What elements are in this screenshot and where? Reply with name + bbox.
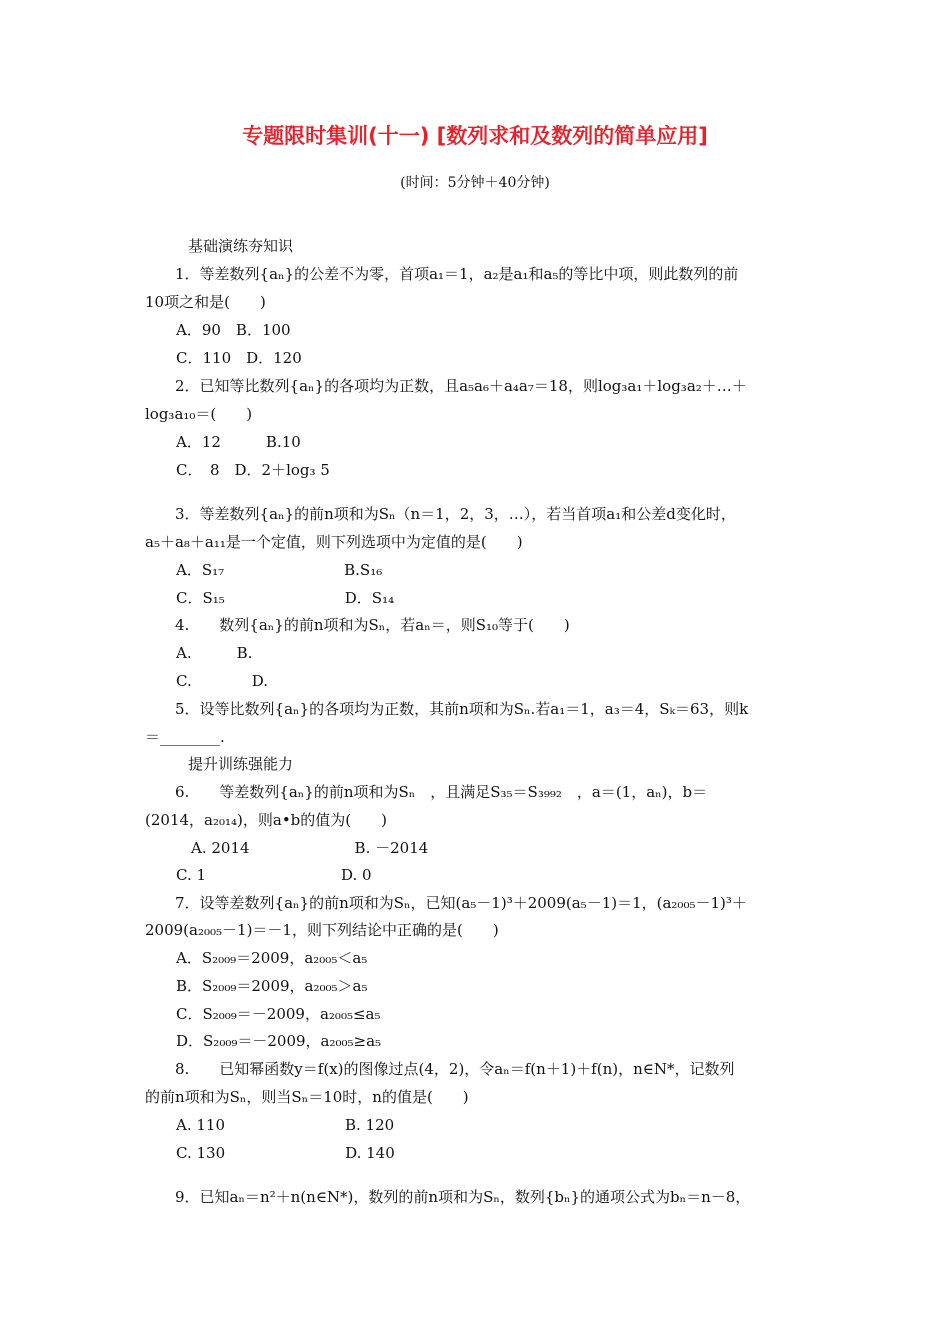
q7-option-b: B．S₂₀₀₉＝2009，a₂₀₀₅＞a₅ [176,977,368,995]
q6-text-cont: (2014，a₂₀₁₄)，则a•b的值为( ) [145,811,387,829]
q4-text: 4. 数列{aₙ}的前n项和为Sₙ，若aₙ＝，则S₁₀等于( ) [175,616,570,634]
q3-options-ab: A．S₁₇ B.S₁₆ [176,561,383,579]
time-note: (时间：5分钟＋40分钟) [400,175,550,191]
page-title: 专题限时集训(十一) [数列求和及数列的简单应用] [242,124,708,148]
q2-text: 2．已知等比数列{aₙ}的各项均为正数，且a₅a₆＋a₄a₇＝18，则log₃a₁＋log₃a₂＋…＋ [175,377,747,395]
q4-options-cd: C. D. [176,672,268,690]
q1-options-ab: A．90 B．100 [176,321,291,339]
q6-options-cd: C. 1 D. 0 [176,866,372,884]
q7-text: 7．设等差数列{aₙ}的前n项和为Sₙ，已知(a₅－1)³＋2009(a₅－1)＝1，(a₂₀₀₅－1)³＋ [175,894,747,912]
q1-text-cont: 10项之和是( ) [145,293,266,311]
section-heading-advanced: 提升训练强能力 [188,755,294,773]
q2-text-cont: log₃a₁₀＝( ) [145,405,253,423]
q7-option-a: A．S₂₀₀₉＝2009，a₂₀₀₅＜a₅ [176,949,368,967]
q6-options-ab: A. 2014 B. －2014 [176,839,429,857]
section-heading-basic: 基础演练夯知识 [188,237,294,255]
q7-option-d: D．S₂₀₀₉＝－2009，a₂₀₀₅≥a₅ [176,1032,382,1050]
q8-text: 8. 已知幂函数y＝f(x)的图像过点(4，2)，令aₙ＝f(n＋1)＋f(n)，n∈N*，记数列 [175,1060,735,1078]
q9-text: 9．已知aₙ＝n²＋n(n∈N*)，数列的前n项和为Sₙ，数列{bₙ}的通项公式为bₙ＝n－8， [175,1188,751,1206]
q2-options-cd: C． 8 D．2＋log₃ 5 [176,461,330,479]
q2-options-ab: A．12 B.10 [176,433,301,451]
q7-option-c: C．S₂₀₀₉＝－2009，a₂₀₀₅≤a₅ [176,1005,381,1023]
q8-text-cont: 的前n项和为Sₙ，则当Sₙ＝10时，n的值是( ) [145,1088,469,1106]
q1-options-cd: C．110 D．120 [176,349,302,367]
q3-text: 3．等差数列{aₙ}的前n项和为Sₙ（n＝1，2，3，…），若当首项a₁和公差d变化时， [175,505,736,523]
q5-blank: ＝________. [145,728,225,746]
q3-options-cd: C．S₁₅ D．S₁₄ [176,589,395,607]
q7-text-cont: 2009(a₂₀₀₅－1)＝－1，则下列结论中正确的是( ) [145,921,499,939]
q1-text: 1．等差数列{aₙ}的公差不为零，首项a₁＝1，a₂是a₁和a₅的等比中项，则此数列的前 [175,265,739,283]
q4-options-ab: A. B. [176,644,253,662]
q6-text: 6. 等差数列{aₙ}的前n项和为Sₙ ，且满足S₃₅＝S₃₉₉₂ ，a＝(1，aₙ)，b＝ [175,783,708,801]
q8-options-cd: C. 130 D. 140 [176,1144,395,1162]
q8-options-ab: A. 110 B. 120 [176,1116,395,1134]
q5-text: 5．设等比数列{aₙ}的各项均为正数，其前n项和为Sₙ.若a₁＝1，a₃＝4，Sₖ＝63，则k [175,700,749,718]
q3-text-cont: a₅＋a₈＋a₁₁是一个定值，则下列选项中为定值的是( ) [145,533,523,551]
